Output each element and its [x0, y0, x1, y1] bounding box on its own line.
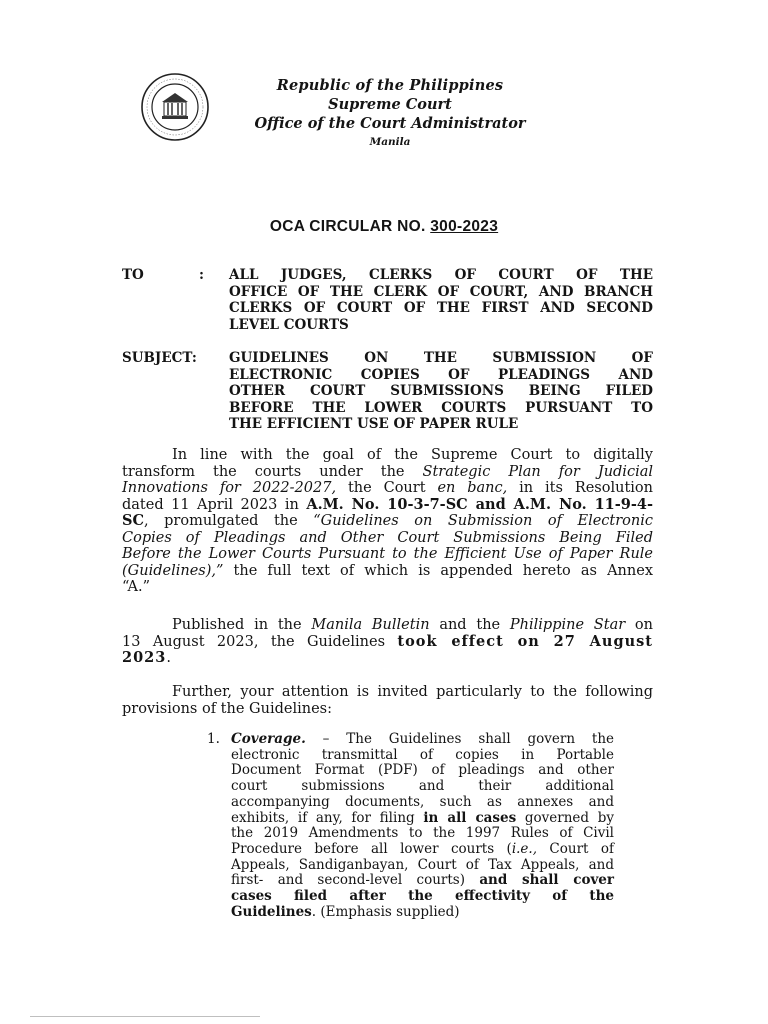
- text: , promulgated the: [144, 513, 314, 529]
- item-line: Document Format (PDF) of pleadings and other: [231, 762, 614, 779]
- item-line: accompanying documents, such as annexes and: [231, 793, 614, 810]
- text: Coverage.: [231, 731, 306, 747]
- to-line: ALL JUDGES, CLERKS OF COURT OF THE: [229, 267, 653, 283]
- letterhead: [230, 76, 550, 152]
- to-colon: :: [199, 267, 204, 283]
- text: “Guidelines on Submission of Electronic: [313, 513, 653, 529]
- subject-line: OTHER COURT SUBMISSIONS BEING FILED: [229, 383, 653, 399]
- text: – The Guidelines shall govern the: [305, 731, 614, 747]
- subject-line: GUIDELINES ON THE SUBMISSION OF: [229, 350, 653, 366]
- letterhead-office: Office of the Court Administrator: [254, 115, 526, 132]
- text: dated 11 April 2023 in: [122, 496, 307, 513]
- text: Guidelines: [231, 903, 312, 920]
- text: on: [625, 617, 654, 633]
- item-line: the 2019 Amendments to the 1997 Rules of Civil: [231, 825, 614, 842]
- circular-title: [0, 218, 768, 236]
- to-recipients: [229, 267, 653, 333]
- p2-line: [122, 617, 653, 634]
- item-coverage: [231, 732, 614, 920]
- item-line: Appeals, Sandiganbayan, Court of Tax Appeals, and: [231, 856, 614, 873]
- subject-line: ELECTRONIC COPIES OF PLEADINGS AND: [229, 366, 653, 383]
- text: . (Emphasis supplied): [311, 903, 460, 920]
- text: i.e.,: [511, 840, 538, 857]
- text: transform the courts under the: [122, 463, 423, 480]
- item-line: electronic transmittal of copies in Portable: [231, 746, 614, 763]
- text: Published in the: [172, 617, 312, 633]
- item-line: [231, 811, 614, 827]
- text: and the: [429, 617, 510, 633]
- text: SC: [122, 512, 145, 529]
- p1-line: [122, 480, 653, 497]
- p1-line: [122, 513, 653, 530]
- text: In line with the goal of the Supreme Court to digitally: [172, 447, 653, 463]
- item-line: [231, 842, 614, 858]
- text: 13 August 2023, the Guidelines: [122, 633, 398, 650]
- letterhead-supreme-court: Supreme Court: [328, 96, 452, 113]
- supreme-court-seal-icon: [140, 72, 210, 142]
- p3-line: provisions of the Guidelines:: [122, 700, 332, 717]
- text: Copies of Pleadings and Other Court Submissions Being Filed: [122, 529, 653, 546]
- text: Before the Lower Courts Pursuant to the Efficient Use of Paper Rule: [122, 546, 653, 562]
- text: the Court: [336, 480, 438, 496]
- p3-line: Further, your attention is invited particularly to the following: [172, 684, 653, 700]
- text: Strategic Plan for Judicial: [422, 463, 653, 480]
- text: the full text of which is appended hereto as Annex: [223, 562, 653, 579]
- p1-line: [122, 447, 653, 464]
- text: Procedure before all lower courts (: [231, 840, 512, 857]
- p1-line: [122, 464, 653, 481]
- text: exhibits, if any, for filing: [231, 809, 424, 826]
- text: A.M. No. 10-3-7-SC and A.M. No. 11-9-4-: [306, 495, 653, 513]
- p1-line: “A.”: [122, 579, 151, 595]
- item-line: [231, 905, 614, 921]
- p1-line: [122, 530, 653, 547]
- to-label: TO: [122, 267, 144, 283]
- circular-number: 300-2023: [430, 218, 499, 235]
- text: Philippine Star: [509, 617, 626, 633]
- text: .: [166, 650, 171, 666]
- item-line: [231, 873, 614, 889]
- to-line: CLERKS OF COURT OF THE FIRST AND SECOND: [229, 300, 653, 316]
- text: governed by: [516, 809, 615, 826]
- item-line: court submissions and their additional: [231, 778, 614, 795]
- p1-line: [122, 497, 653, 514]
- text: en banc,: [437, 480, 508, 496]
- text: first- and second-level courts): [231, 872, 480, 889]
- p2-line: [122, 650, 653, 667]
- page-divider: [30, 1016, 260, 1017]
- text: Innovations for 2022-2027,: [122, 480, 337, 496]
- item-line: [231, 732, 614, 748]
- item-line: cases filed after the effectivity of the: [231, 888, 614, 905]
- text: Court of: [537, 840, 614, 857]
- letterhead-republic: Republic of the Philippines: [276, 77, 504, 94]
- text: took effect on 27 August: [397, 632, 653, 650]
- to-line: LEVEL COURTS: [229, 316, 349, 333]
- text: in all cases: [423, 809, 517, 826]
- paragraph-intro: [122, 447, 653, 596]
- subject-text: [229, 350, 653, 433]
- p1-line: [122, 563, 653, 580]
- p2-line: [122, 634, 653, 651]
- subject-line: BEFORE THE LOWER COURTS PURSUANT TO: [229, 399, 653, 416]
- item-number: 1.: [207, 731, 220, 747]
- text: in its Resolution: [507, 480, 653, 496]
- subject-line: THE EFFICIENT USE OF PAPER RULE: [229, 416, 519, 432]
- subject-label: SUBJECT:: [122, 350, 197, 366]
- letterhead-city: Manila: [369, 136, 411, 148]
- text: Manila Bulletin: [311, 617, 430, 633]
- to-line: OFFICE OF THE CLERK OF COURT, AND BRANCH: [229, 283, 653, 300]
- paragraph-attention: [122, 684, 653, 717]
- text: and shall cover: [479, 872, 614, 889]
- text: (Guidelines),”: [122, 562, 224, 579]
- paragraph-publication: [122, 617, 653, 667]
- p1-line: [122, 546, 653, 563]
- circular-prefix: OCA CIRCULAR NO.: [269, 218, 426, 235]
- text: 2023: [122, 649, 167, 666]
